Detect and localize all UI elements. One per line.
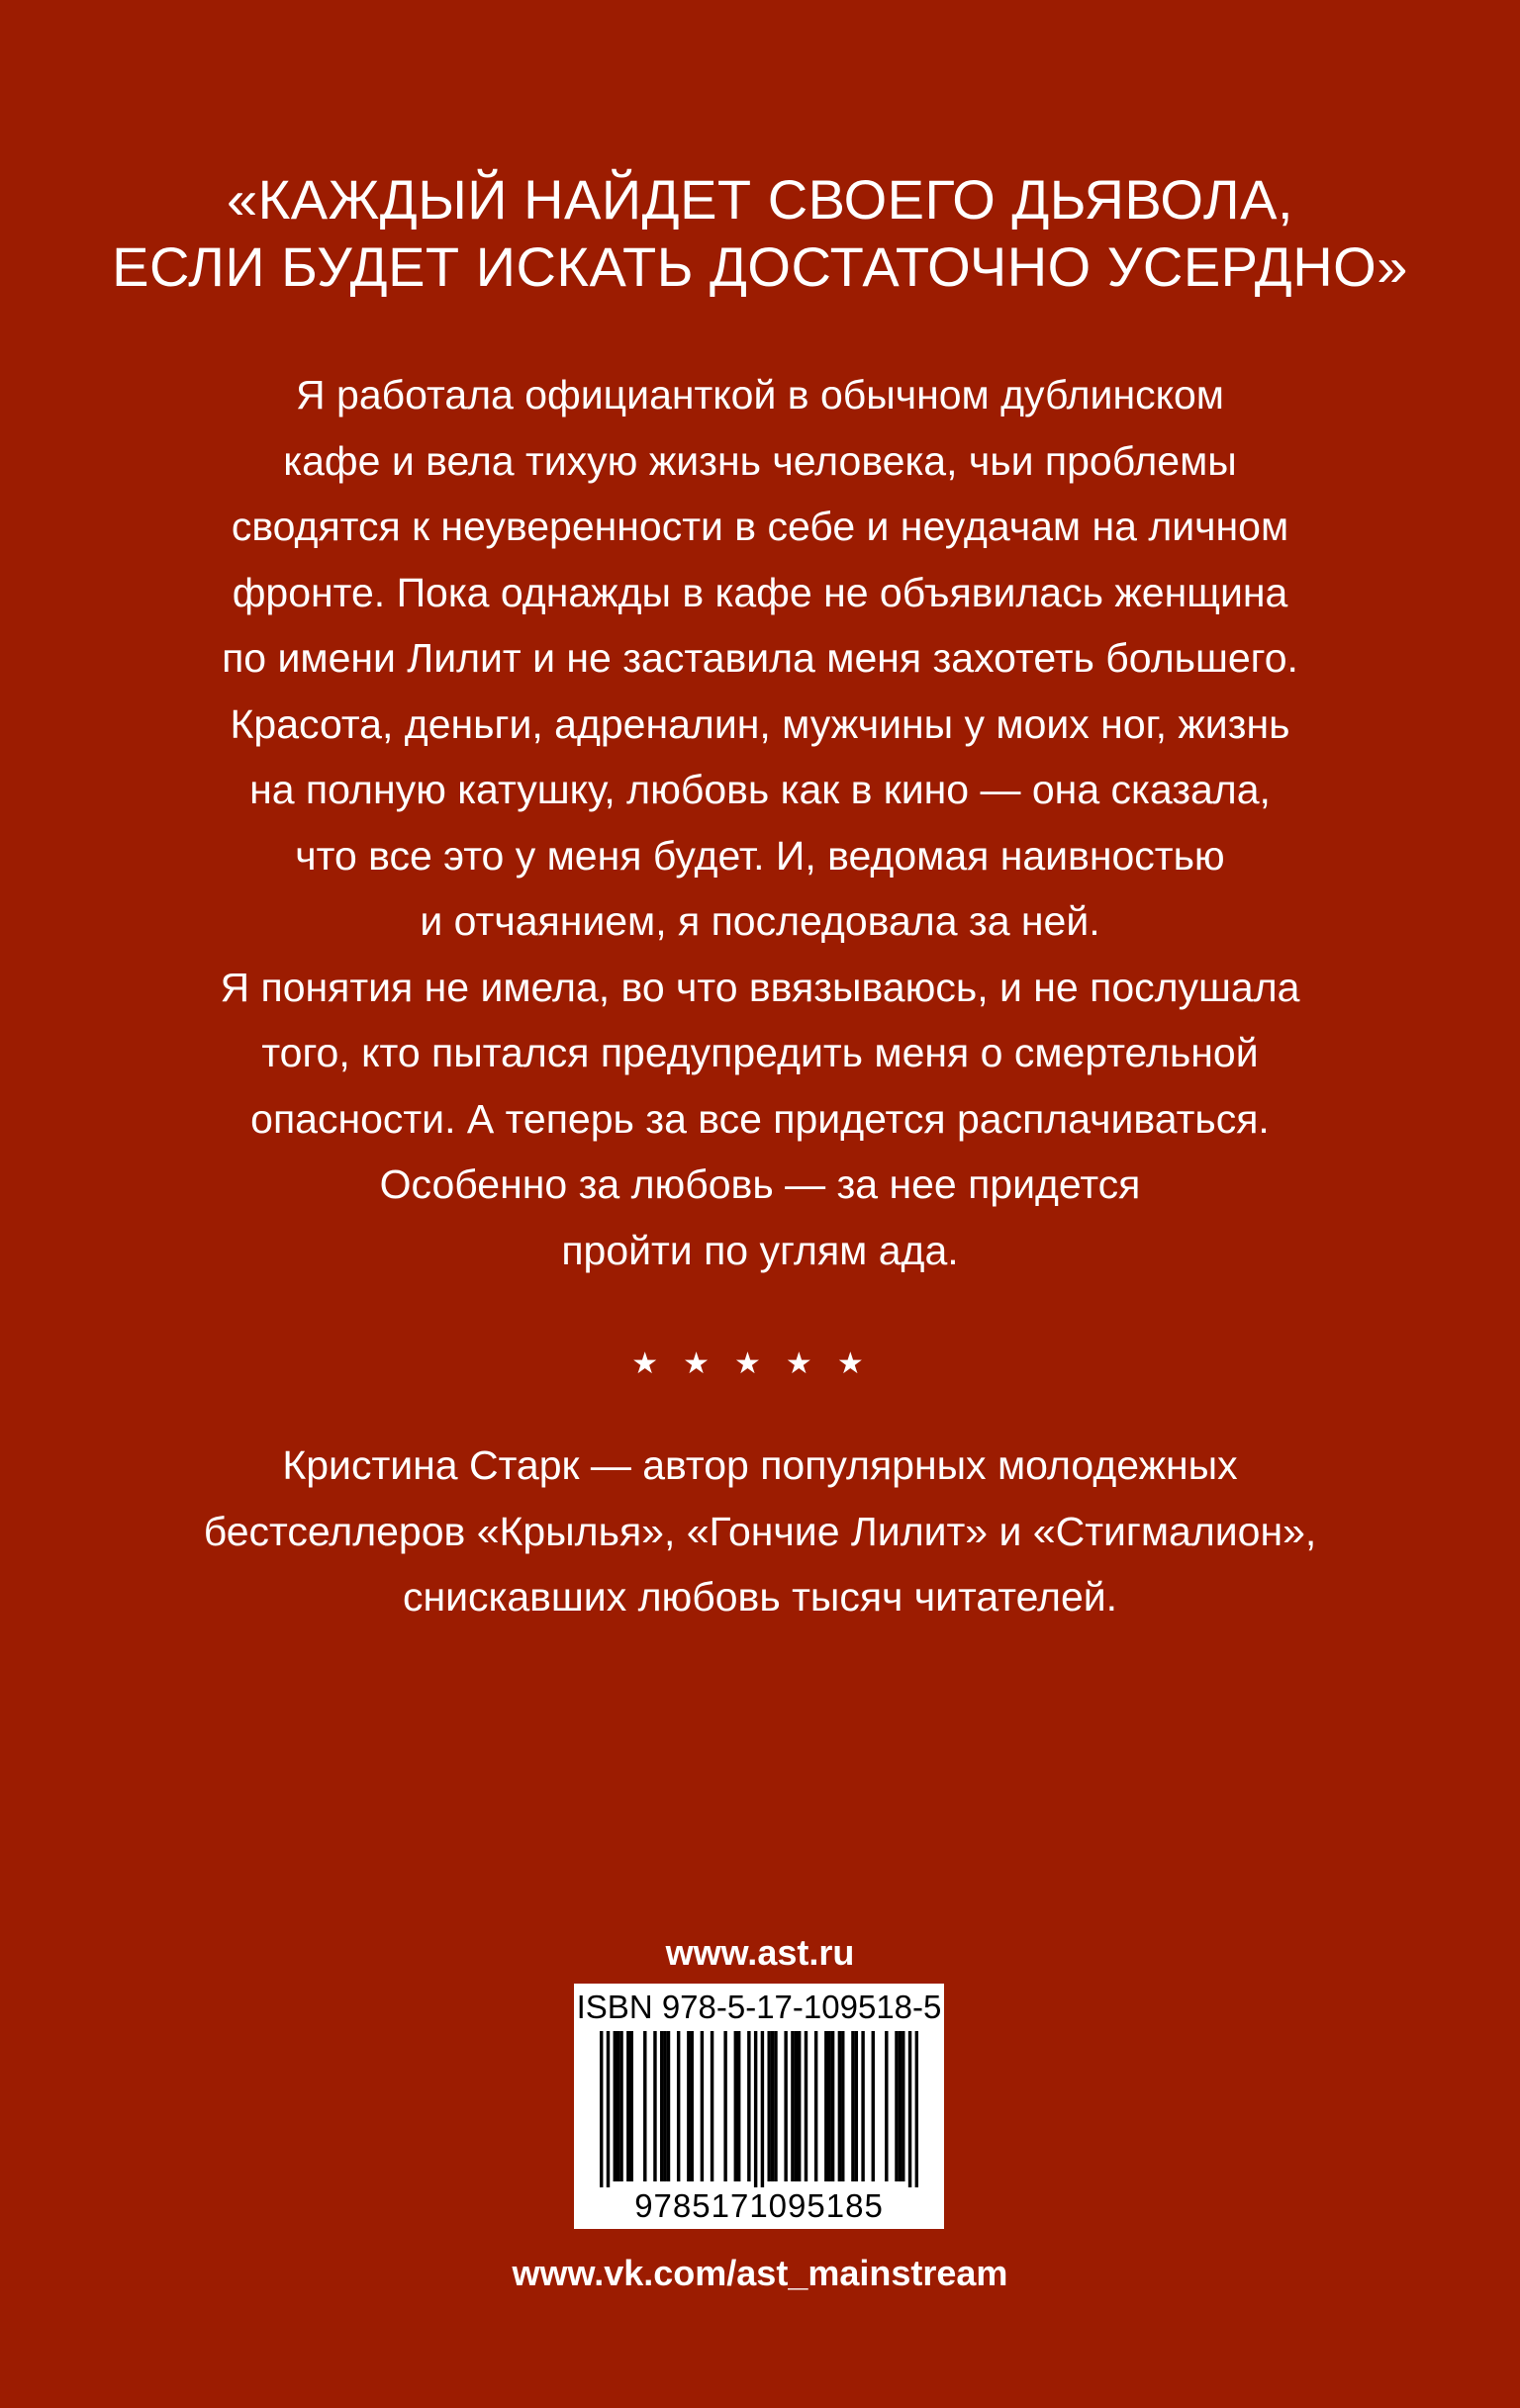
barcode-bar (701, 2031, 704, 2181)
barcode-bar (687, 2031, 690, 2181)
barcode-bar (619, 2031, 622, 2181)
barcode-bar (761, 2031, 764, 2187)
barcode-bar (784, 2031, 787, 2181)
description-line: кафе и вела тихую жизнь человека, чьи проблемы (283, 437, 1237, 484)
barcode-bar (667, 2031, 670, 2181)
description-line: Особенно за любовь — за нее придется (379, 1161, 1141, 1207)
barcode-bar (855, 2031, 858, 2181)
barcode-digits: 9785171095185 (634, 2187, 884, 2224)
barcode-bar (851, 2031, 854, 2181)
publisher-website[interactable]: www.ast.ru (665, 1932, 855, 1973)
description-line: Я работала официанткой в обычном дублинском (296, 372, 1224, 417)
star-separator: ★★★★★ (631, 1347, 889, 1380)
description-line: по имени Лилит и не заставила меня захотеть большего. (222, 635, 1298, 681)
barcode-bar (747, 2031, 750, 2181)
description-line: на полную катушку, любовь как в кино — она сказала, (249, 767, 1271, 812)
description-line: того, кто пытался предупредить меня о смертельной (261, 1030, 1259, 1075)
barcode-bar (902, 2031, 904, 2181)
barcode-bar (798, 2031, 801, 2181)
description-line: и отчаянием, я последовала за ней. (420, 898, 1100, 944)
isbn-number: ISBN 978-5-17-109518-5 (576, 1989, 942, 2025)
barcode-bar (626, 2031, 629, 2181)
barcode-bar (899, 2031, 902, 2181)
barcode-bar (723, 2031, 726, 2181)
barcode-bar (617, 2031, 619, 2181)
barcode-bar (711, 2031, 713, 2181)
description-line: фронте. Пока однажды в кафе не объявилась женщина (232, 569, 1288, 615)
barcode-bar (774, 2031, 777, 2181)
barcode-bar (908, 2031, 911, 2187)
barcode-bar (653, 2031, 656, 2181)
barcode-bar (663, 2031, 666, 2181)
barcode-bar (805, 2031, 808, 2181)
barcode-bar (915, 2031, 918, 2187)
barcode-bar (660, 2031, 663, 2181)
author-info (0, 1433, 1520, 1630)
barcode-bar (861, 2031, 864, 2181)
description-line: что все это у меня будет. И, ведомая наивностью (295, 832, 1225, 879)
tagline-line-1: «КАЖДЫЙ НАЙДЕТ СВОЕГО ДЬЯВОЛА, (226, 168, 1294, 231)
book-description (0, 362, 1520, 1283)
barcode-bar (767, 2031, 770, 2181)
barcode-bar (872, 2031, 875, 2181)
barcode-bar (838, 2031, 841, 2181)
barcode-bar (754, 2031, 757, 2187)
description-line: сводятся к неуверенности в себе и неудачам на личном (231, 504, 1289, 549)
description-line: Красота, деньги, адреналин, мужчины у моих ног, жизнь (230, 700, 1290, 747)
barcode-bar (827, 2031, 830, 2181)
barcode-bar (607, 2031, 610, 2187)
barcode-bar (814, 2031, 817, 2181)
social-link[interactable]: www.vk.com/ast_mainstream (512, 2253, 1008, 2293)
barcode-bar (895, 2031, 898, 2181)
barcode-bar (734, 2031, 737, 2181)
barcode-bar (737, 2031, 740, 2181)
tagline-quote (0, 166, 1520, 301)
barcode-bar (885, 2031, 888, 2181)
barcode-bar (691, 2031, 694, 2181)
barcode-bar (677, 2031, 680, 2181)
barcode-bars (600, 2031, 918, 2187)
description-line: Я понятия не имела, во что ввязываюсь, и не послушала (220, 964, 1300, 1010)
barcode-bar (841, 2031, 844, 2181)
barcode-bar (600, 2031, 603, 2187)
tagline-line-2: ЕСЛИ БУДЕТ ИСКАТЬ ДОСТАТОЧНО УСЕРДНО» (112, 235, 1408, 298)
barcode-bar (614, 2031, 617, 2181)
barcode-bar (795, 2031, 798, 2181)
description-line: пройти по углям ада. (561, 1227, 959, 1273)
author-line: Кристина Старк — автор популярных молодежных (282, 1442, 1238, 1488)
description-line: опасности. А теперь за все придется расплачиваться. (250, 1095, 1270, 1142)
barcode-bar (824, 2031, 827, 2181)
barcode-bar (791, 2031, 794, 2181)
barcode-block (574, 1984, 944, 2229)
barcode-bar (831, 2031, 834, 2181)
author-line: снискавших любовь тысяч читателей. (402, 1574, 1118, 1620)
barcode-bar (630, 2031, 633, 2181)
barcode-bar (643, 2031, 646, 2181)
author-line: бестселлеров «Крылья», «Гончие Лилит» и «Стигмалион», (203, 1508, 1317, 1554)
barcode-bar (771, 2031, 774, 2181)
